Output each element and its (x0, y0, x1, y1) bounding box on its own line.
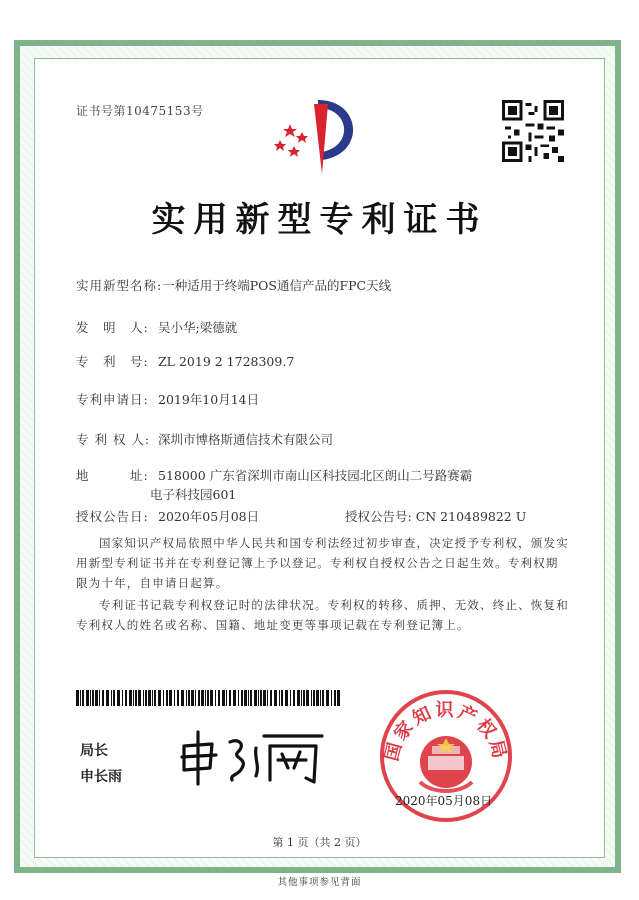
field-address-line2: 电子科技园601 (150, 487, 237, 502)
field-value: CN 210489822 U (415, 509, 527, 524)
certificate-number: 证书号第10475153号 (76, 104, 204, 118)
field-label: 实用新型名称: (76, 278, 163, 293)
seal-date: 2020年05月08日 (395, 794, 493, 808)
handwritten-signature-icon (176, 728, 326, 788)
field-patent-holder (76, 430, 333, 448)
certificate-title: 实用新型专利证书 (151, 200, 488, 240)
field-value: 518000 广东省深圳市南山区科技园北区朗山二号路赛霸 (158, 468, 473, 483)
director-name: 申长雨 (80, 769, 122, 785)
field-patent-number (76, 352, 294, 370)
field-label: 专利申请日: (76, 392, 149, 407)
statement-paragraph-2: 专利证书记载专利权登记时的法律状况。专利权的转移、质押、无效、终止、恢复和专利权人的姓名或名称、国籍、地址变更等事项记载在专利登记簿上。 (76, 598, 569, 632)
field-grant-number (345, 507, 526, 525)
field-label: 专 利 号: (76, 354, 149, 369)
cnipa-logo-icon (270, 96, 370, 176)
field-value: 2019年10月14日 (158, 392, 260, 407)
svg-text:国家知识产权局: 国家知识产权局 (381, 700, 511, 764)
field-value: ZL 2019 2 1728309.7 (158, 354, 295, 369)
page-number: 第 1 页（共 2 页） (272, 836, 367, 849)
field-label: 地 址: (76, 468, 149, 483)
barcode-icon (76, 690, 340, 706)
field-value: 2020年05月08日 (158, 509, 260, 524)
field-value: 吴小华;梁德就 (158, 320, 238, 335)
field-label: 授权公告日: (76, 509, 149, 524)
field-label: 发 明 人: (76, 320, 149, 335)
qr-code-icon (502, 100, 564, 162)
field-filing-date (76, 390, 259, 408)
field-label: 专 利 权 人: (76, 432, 151, 447)
back-note: 其他事项参见背面 (277, 877, 362, 888)
field-value: 深圳市博格斯通信技术有限公司 (158, 432, 334, 447)
field-inventor (76, 318, 237, 336)
field-address (76, 466, 472, 484)
field-value: 一种适用于终端POS通信产品的FPC天线 (162, 278, 392, 293)
field-grant-date (76, 507, 259, 525)
statement-paragraph-1: 国家知识产权局依照中华人民共和国专利法经过初步审查，决定授予专利权，颁发实用新型专利证书并在专利登记簿上予以登记。专利权自授权公告之日起生效。专利权期限为十年，自申请日起算。 (76, 536, 569, 590)
field-utility-model-name (76, 276, 391, 294)
field-label: 授权公告号: (345, 509, 412, 524)
director-title: 局长 (80, 743, 108, 759)
